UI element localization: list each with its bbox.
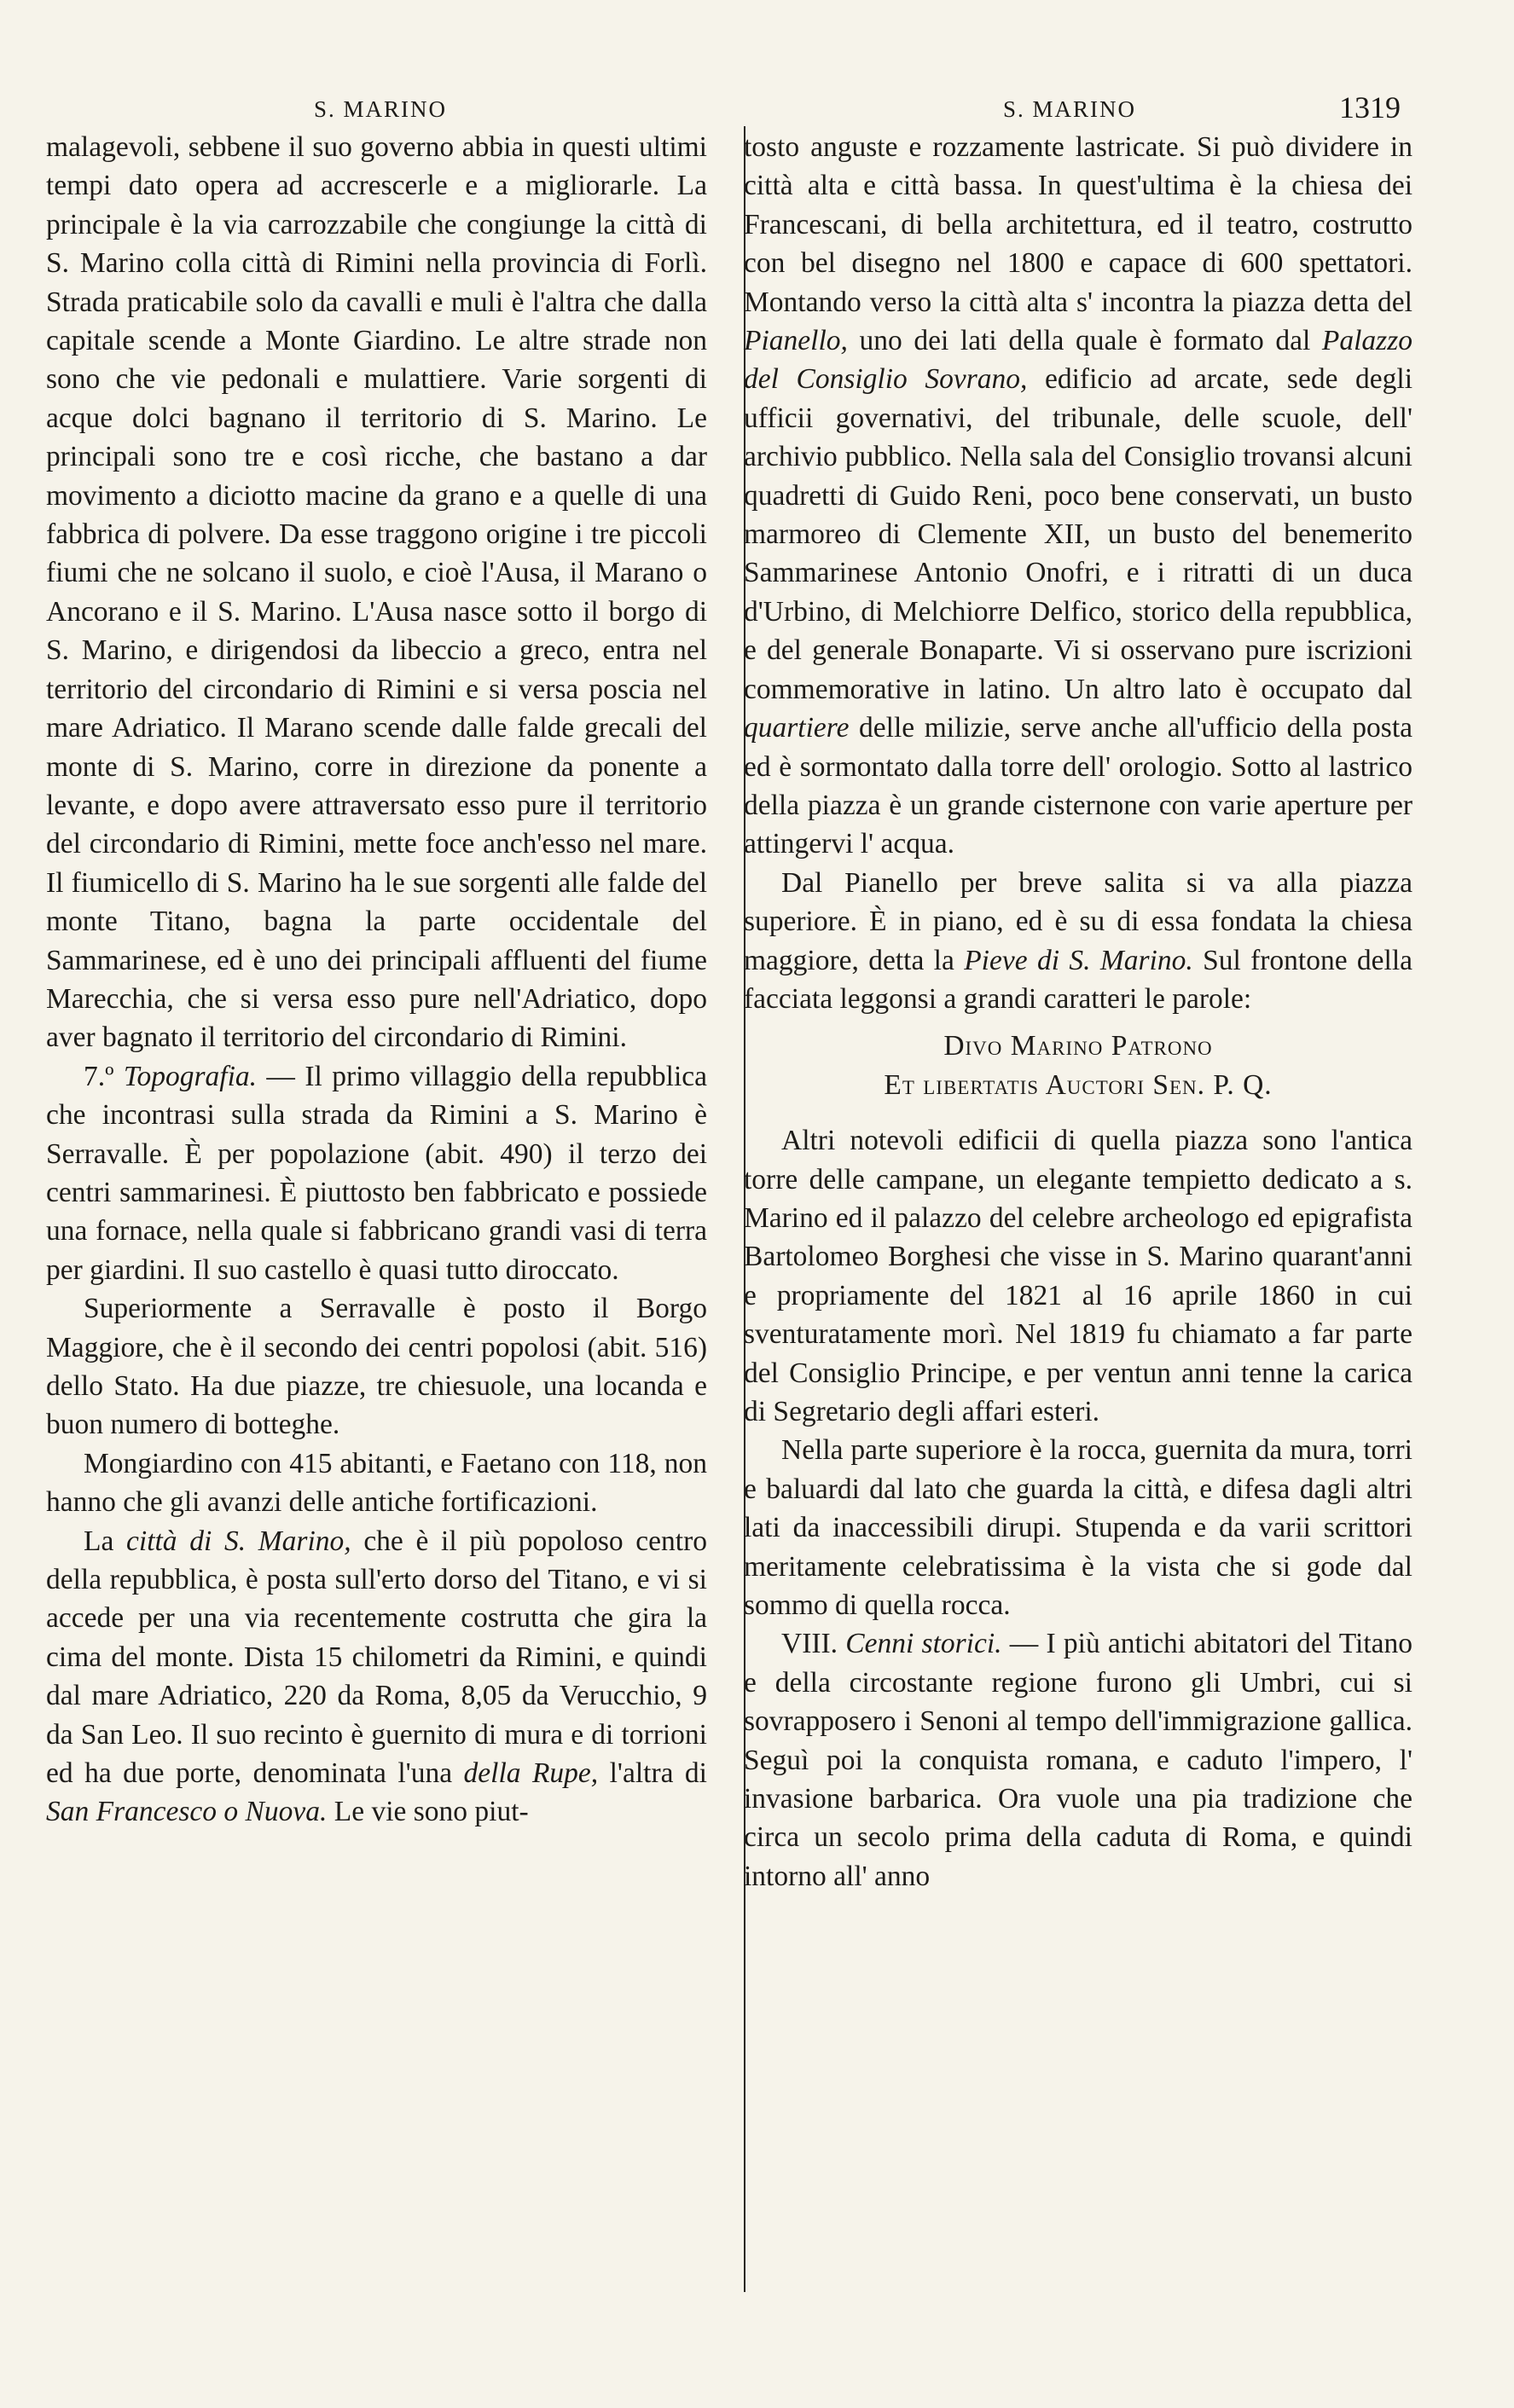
- italic-pieve: Pieve di S. Marino.: [964, 944, 1193, 976]
- paragraph-topografia: [46, 1057, 707, 1289]
- section-text: — I più antichi abitatori del Titano e della circostante regione furono gli Umbri, cui si sovrapposero i Senoni al tempo dell'immigrazione gallica. Seguì poi la conquista romana, e caduto l'impero, l' invasione barbarica. Ora vuole una pia tradizione che circa un secolo prima della caduta di Roma, e quindi intorno all' anno: [744, 1628, 1412, 1892]
- paragraph-vie-piazza: tosto anguste e rozzamente lastricate. Si può dividere in città alta e città bassa. In quest'ultima è la chiesa dei Francescani, di bella architettura, ed il teatro, costrutto con bel disegno nel 1800 e capace di 600 spettatori. Montando verso la città alta s' incontra la piazza detta del Pianello, uno dei lati della quale è formato dal Palazzo del Consiglio Sovrano, edificio ad arcate, sede degli ufficii governativi, del tribunale, delle scuole, dell' archivio pubblico. Nella sala del Consiglio trovansi alcuni quadretti di Guido Reni, poco bene conservati, un busto marmoreo di Clemente XII, un busto del benemerito Sammarinese Antonio Onofri, e i ritratti di un duca d'Urbino, di Melchiorre Delfico, storico della repubblica, e del generale Bonaparte. Vi si osservano pure iscrizioni commemorative in latino. Un altro lato è occupato dal quartiere delle milizie, serve anche all'ufficio della posta ed è sormontato dalla torre dell' orologio. Sotto al lastrico della piazza è un grande cisternone con varie aperture per attingervi l' acqua.: [744, 131, 1413, 860]
- paragraph-roads-rivers: malagevoli, sebbene il suo governo abbia in questi ultimi tempi dato opera ad accrescerle e a migliorarle. La principale è la via carrozzabile che congiunge la città di S. Marino colla città di Rimini nella provincia di Forlì. Strada praticabile solo da cavalli e muli è l'altra che dalla capitale scende a Monte Giardino. Le altre strade non sono che vie pedonali e mulattiere. Varie sorgenti di acque dolci bagnano il territorio di S. Marino. Le principali sono tre e così ricche, che bastano a dar movimento a diciotto macine da grano e a quelle di una fabbrica di polvere. Da esse traggono origine i tre piccoli fiumi che ne solcano il suolo, e cioè l'Ausa, il Marano o Ancorano e il S. Marino. L'Ausa nasce sotto il borgo di S. Marino, e dirigendosi da libeccio a greco, entra nel territorio del circondario di Rimini e si versa poscia nel mare Adriatico. Il Marano scende dalle falde grecali del monte di S. Marino, corre in direzione da ponente a levante, e dopo avere attraversato esso pure il territorio del circondario di Rimini, mette foce anch'esso nel mare. Il fiumicello di S. Marino ha le sue sorgenti alle falde del monte Titano, bagna la parte occidentale del Sammarinese, ed è uno dei principali affluenti del fiume Marecchia, che si versa esso pure nell'Adriatico, dopo aver bagnato il territorio del circondario di Rimini.: [46, 131, 707, 1054]
- left-column: [46, 128, 707, 1832]
- paragraph-cenni-storici: [744, 1624, 1412, 1896]
- inscription: [744, 1027, 1412, 1104]
- italic-pianello: Pianello,: [744, 325, 848, 357]
- italic-porta-rupe: della Rupe,: [463, 1757, 599, 1790]
- left-running-head: S. MARINO: [314, 96, 448, 122]
- section-heading: Topografia.: [123, 1060, 258, 1092]
- right-running-head: S. MARINO: [1003, 96, 1137, 122]
- paragraph-mongiardino: Mongiardino con 415 abitanti, e Faetano con 118, non hanno che gli avanzi delle antiche fortificazioni.: [46, 1447, 707, 1519]
- inscription-line-1: Divo Marino Patrono: [943, 1030, 1213, 1062]
- paragraph-rocca: Nella parte superiore è la rocca, guernita da mura, torri e baluardi dal lato che guarda la città, e difesa dagli altri lati da inaccessibili dirupi. Stupenda e da varii scrittori meritamente celebratissima è la vista che si gode dal sommo di quella rocca.: [744, 1434, 1412, 1622]
- italic-porta-san-francesco: San Francesco o Nuova.: [46, 1796, 328, 1828]
- paragraph-citta: La città di S. Marino, che è il più popoloso centro della repubblica, è posta sull'erto dorso del Titano, e vi si accede per una via recentemente costrutta che gira la cima del monte. Dista 15 chilometri da Rimini, e quindi dal mare Adriatico, 220 da Roma, 8,05 da Verucchio, 9 da San Leo. Il suo recinto è guernito di mura e di torrioni ed ha due porte, denominata l'una della Rupe, l'altra di San Francesco o Nuova. Le vie sono piut-: [46, 1525, 707, 1828]
- paragraph-borgo-maggiore: Superiormente a Serravalle è posto il Borgo Maggiore, che è il secondo dei centri popolosi (abit. 516) dello Stato. Ha due piazze, tre chiesuole, una locanda e buon numero di botteghe.: [46, 1293, 707, 1441]
- section-heading: Cenni storici.: [845, 1628, 1002, 1660]
- section-number: 7.º: [84, 1060, 114, 1092]
- page-number: 1319: [1339, 90, 1401, 124]
- section-number: VIII.: [781, 1628, 838, 1660]
- paragraph-edificii: Altri notevoli edificii di quella piazza sono l'antica torre delle campane, un elegante tempietto dedicato a s. Marino ed il palazzo del celebre archeologo ed epigrafista Bartolomeo Borghesi che visse in S. Marino quarant'anni e propriamente del 1821 al 16 aprile 1860 in cui sventuratamente morì. Nel 1819 fu chiamato a far parte del Consiglio Principe, e per ventun anni tenne la carica di Segretario degli affari esteri.: [744, 1125, 1412, 1427]
- inscription-line-2: Et libertatis Auctori Sen. P. Q.: [884, 1068, 1273, 1101]
- section-text: — Il primo villaggio della repubblica che incontrasi sulla strada da Rimini a S. Marino è Serravalle. È per popolazione (abit. 490) il terzo dei centri sammarinesi. È piuttosto ben fabbricato e possiede una fornace, nella quale si fabbricano grandi vasi di terra per giardini. Il suo castello è quasi tutto diroccato.: [46, 1060, 708, 1286]
- italic-city-name: città di S. Marino,: [126, 1525, 351, 1557]
- paragraph-pieve: Dal Pianello per breve salita si va alla piazza superiore. È in piano, ed è su di essa fondata la chiesa maggiore, detta la Pieve di S. Marino. Sul frontone della facciata leggonsi a grandi caratteri le parole:: [744, 866, 1413, 1015]
- italic-quartiere: quartiere: [744, 712, 850, 744]
- italic-palazzo: Palazzo del Consiglio Sovrano,: [744, 325, 1413, 396]
- right-column: [744, 128, 1412, 1896]
